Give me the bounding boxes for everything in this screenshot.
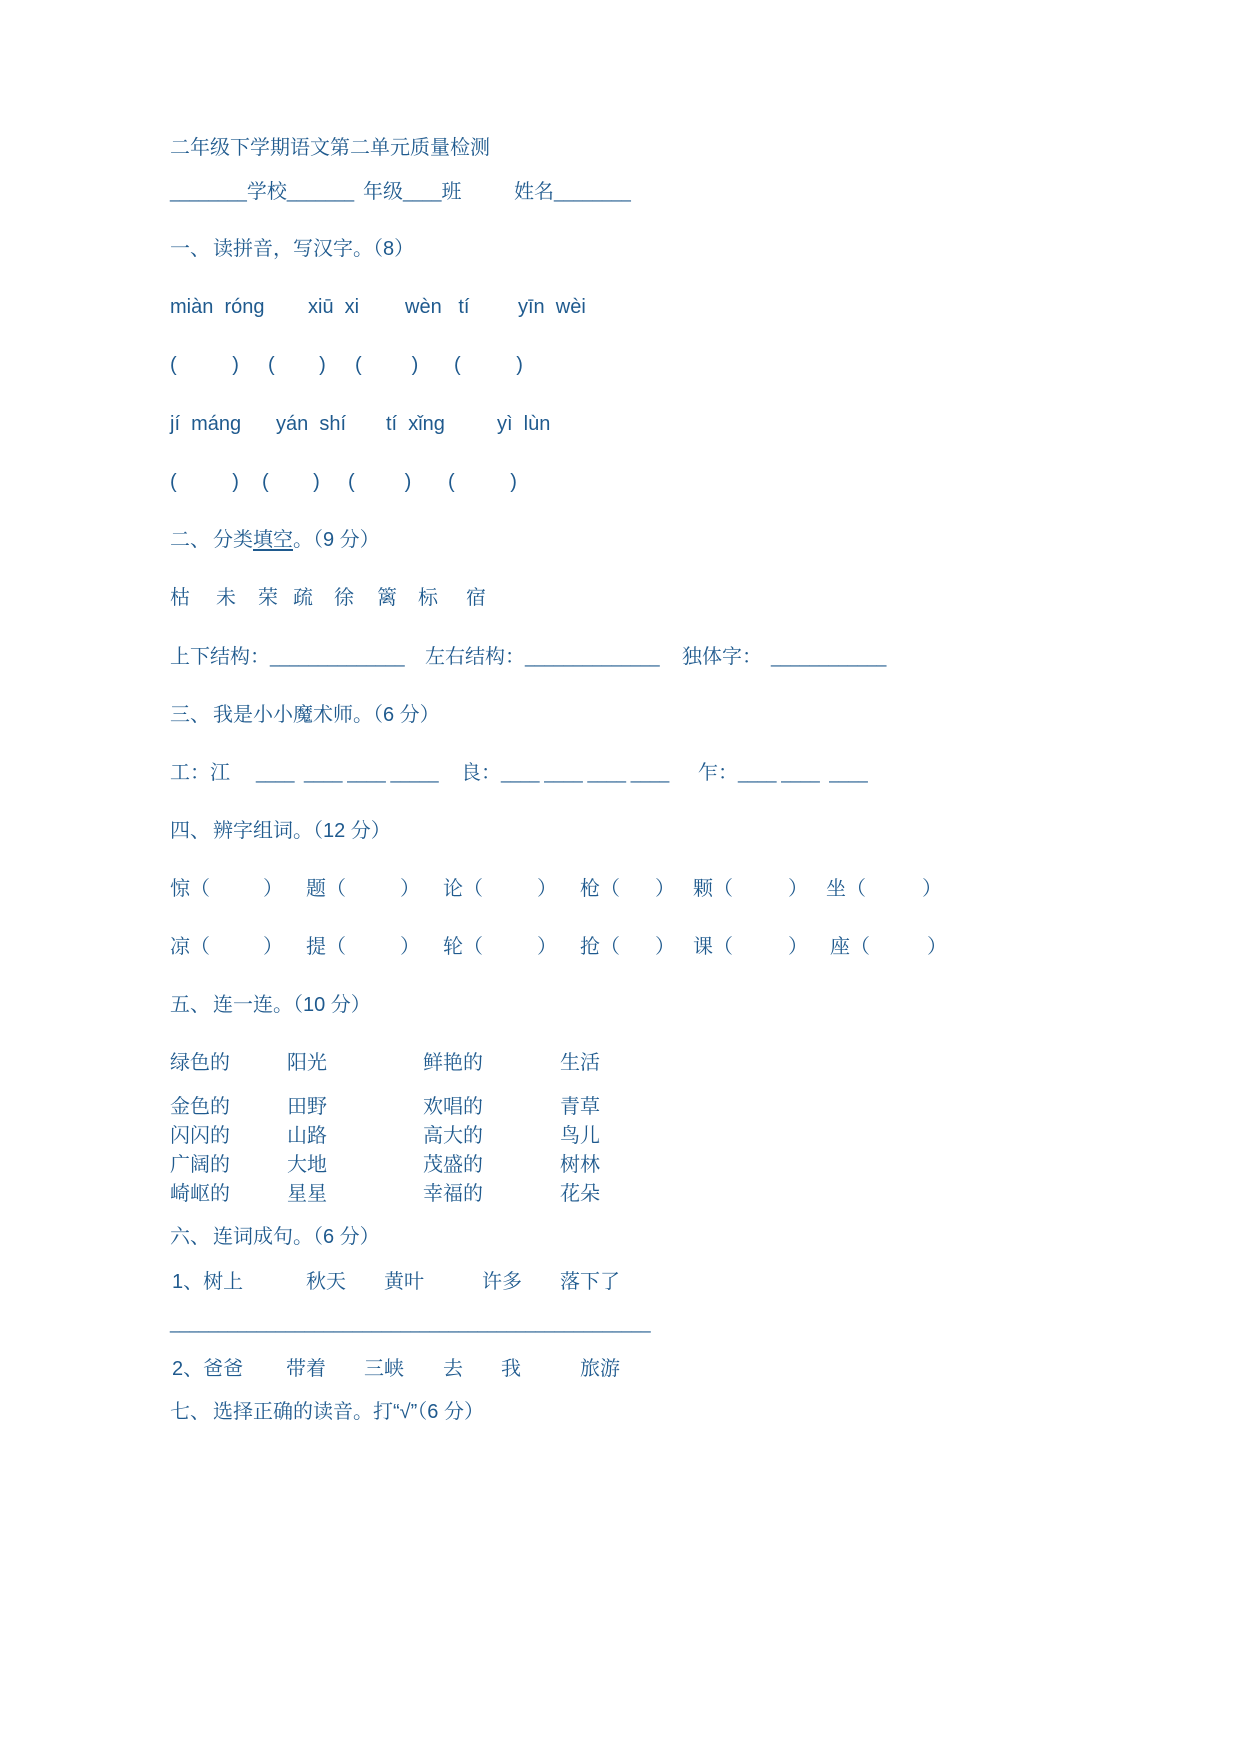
character-item: 宿 [466, 587, 486, 609]
section1-heading [0, 236, 1241, 262]
pinyin-item: xiū xi [308, 296, 360, 318]
structure-label: 左右结构： [425, 646, 525, 668]
grade-blank: _______ [286, 182, 355, 202]
matching-word: 金色的 [170, 1096, 230, 1118]
matching-word: 山路 [287, 1125, 327, 1147]
matching-word: 鲜艳的 [423, 1052, 483, 1074]
structure-fields [0, 644, 1241, 670]
structure-blank: ______________ [270, 647, 405, 667]
close-paren: ） [263, 936, 283, 958]
close-paren: ） [655, 878, 675, 900]
section4-title: 辨字组词。（12 分） [213, 820, 391, 842]
close-paren: ） [922, 878, 942, 900]
name-label: 姓名 [514, 181, 554, 203]
name-field [514, 179, 631, 205]
sentence-word: 三峡 [364, 1358, 404, 1380]
sentence-word: 1、树上 [172, 1271, 244, 1293]
magic-group [698, 760, 868, 786]
close-paren: ） [655, 936, 675, 958]
section4-heading [0, 818, 1241, 844]
sentence-answer-line: __________________________________________________ [170, 1313, 651, 1333]
section1-title: 读拼音，写汉字。（8） [213, 238, 415, 260]
magic-blanks: ____ ____ ____ _____ [256, 763, 439, 783]
section1-number: 一、 [170, 238, 210, 260]
grade-class-field [363, 179, 461, 205]
sentence-words-row [0, 1269, 1241, 1295]
structure-label: 独体字： [682, 646, 762, 668]
word-group-row [0, 934, 1241, 960]
matching-word: 树林 [560, 1154, 600, 1176]
magic-label: 工：江 [170, 762, 230, 784]
section2-title [213, 527, 380, 553]
sentence-word: 黄叶 [384, 1271, 424, 1293]
matching-row [0, 1152, 1241, 1178]
matching-word: 大地 [287, 1154, 327, 1176]
matching-word: 阳光 [287, 1052, 327, 1074]
matching-word: 花朵 [560, 1183, 600, 1205]
structure-field-left-right [425, 644, 660, 670]
answer-bracket: ( ) [348, 471, 412, 493]
close-paren: ） [263, 878, 283, 900]
sentence-word: 秋天 [306, 1271, 346, 1293]
word-group-char: 凉（ [170, 936, 210, 958]
character-list [0, 585, 1241, 611]
magic-blanks: ____ ____ ____ [738, 763, 868, 783]
sentence-word: 我 [501, 1358, 521, 1380]
pinyin-item: yì lùn [497, 413, 551, 435]
structure-field-top-bottom [170, 644, 405, 670]
character-item: 标 [418, 587, 438, 609]
matching-word: 崎岖的 [170, 1183, 230, 1205]
structure-blank: ____________ [771, 647, 887, 667]
character-item: 未 [216, 587, 236, 609]
character-item: 荣 [258, 587, 278, 609]
answer-bracket: ( ) [355, 354, 419, 376]
structure-blank: ______________ [525, 647, 660, 667]
matching-word: 欢唱的 [423, 1096, 483, 1118]
answer-bracket-row [0, 469, 1241, 495]
section5-heading [0, 992, 1241, 1018]
matching-word: 生活 [560, 1052, 600, 1074]
word-group-char: 坐（ [826, 878, 866, 900]
school-field [170, 179, 354, 205]
close-paren: ） [788, 936, 808, 958]
close-paren: ） [400, 936, 420, 958]
pinyin-item: yīn wèi [518, 296, 586, 318]
section2-heading [0, 527, 1241, 553]
pinyin-row [0, 294, 1241, 320]
section3-title: 我是小小魔术师。（6 分） [213, 704, 440, 726]
structure-field-single [682, 644, 886, 670]
sentence-word: 落下了 [560, 1271, 620, 1293]
word-group-char: 提（ [306, 936, 346, 958]
matching-word: 幸福的 [423, 1183, 483, 1205]
school-blank: ________ [170, 182, 247, 202]
character-item: 徐 [334, 587, 354, 609]
section7-number: 七、 [170, 1401, 210, 1423]
magic-label: 乍： [698, 762, 738, 784]
sentence-word: 带着 [286, 1358, 326, 1380]
section2-number: 二、 [170, 529, 210, 551]
section6-heading [0, 1224, 1241, 1250]
section6-number: 六、 [170, 1226, 210, 1248]
matching-word: 田野 [287, 1096, 327, 1118]
word-group-char: 颗（ [693, 878, 733, 900]
matching-word: 广阔的 [170, 1154, 230, 1176]
section5-number: 五、 [170, 994, 210, 1016]
word-group-char: 题（ [306, 878, 346, 900]
character-item: 篱 [377, 587, 397, 609]
word-group-char: 论（ [443, 878, 483, 900]
word-group-char: 轮（ [443, 936, 483, 958]
answer-bracket-row [0, 352, 1241, 378]
answer-bracket: ( ) [448, 471, 517, 493]
matching-word: 绿色的 [170, 1052, 230, 1074]
section3-heading [0, 702, 1241, 728]
matching-row [0, 1050, 1241, 1076]
matching-word: 闪闪的 [170, 1125, 230, 1147]
section4-number: 四、 [170, 820, 210, 842]
structure-label: 上下结构： [170, 646, 270, 668]
magic-group [461, 760, 669, 786]
pinyin-row [0, 411, 1241, 437]
word-group-char: 枪（ [580, 878, 620, 900]
close-paren: ） [537, 878, 557, 900]
character-item: 枯 [170, 587, 190, 609]
sentence-word: 旅游 [580, 1358, 620, 1380]
section6-title: 连词成句。（6 分） [213, 1226, 380, 1248]
matching-row [0, 1181, 1241, 1207]
class-blank: ____ [403, 182, 442, 202]
character-item: 疏 [293, 587, 313, 609]
section7-heading [0, 1399, 1241, 1425]
section3-number: 三、 [170, 704, 210, 726]
student-info-line [0, 179, 1241, 205]
matching-word: 星星 [287, 1183, 327, 1205]
answer-bracket: ( ) [268, 354, 326, 376]
grade-label: 年级 [363, 181, 403, 203]
pinyin-item: tí xǐng [386, 413, 445, 435]
pinyin-item: wèn tí [405, 296, 470, 318]
section2-title-pre: 分类 [213, 529, 253, 551]
magic-blanks: ____ ____ ____ ____ [501, 763, 670, 783]
section7-title: 选择正确的读音。打“√”（6 分） [213, 1401, 484, 1423]
word-group-char: 惊（ [170, 878, 210, 900]
section5-title: 连一连。（10 分） [213, 994, 371, 1016]
class-label: 班 [441, 181, 462, 203]
word-group-row [0, 876, 1241, 902]
pinyin-item: miàn róng [170, 296, 265, 318]
word-group-char: 座（ [830, 936, 870, 958]
worksheet-title: 二年级下学期语文第二单元质量检测 [170, 137, 490, 159]
matching-row [0, 1123, 1241, 1149]
magic-label: 良： [461, 762, 501, 784]
close-paren: ） [927, 936, 947, 958]
matching-word: 鸟儿 [560, 1125, 600, 1147]
word-group-char: 课（ [693, 936, 733, 958]
sentence-word: 许多 [482, 1271, 522, 1293]
pinyin-item: yán shí [276, 413, 347, 435]
sentence-words-row [0, 1356, 1241, 1382]
section2-title-underlined: 填空 [253, 529, 293, 551]
word-group-char: 抢（ [580, 936, 620, 958]
answer-bracket: ( ) [262, 471, 320, 493]
sentence-word: 去 [443, 1358, 463, 1380]
name-blank: ________ [554, 182, 631, 202]
close-paren: ） [788, 878, 808, 900]
answer-bracket: ( ) [454, 354, 523, 376]
magic-row [0, 760, 1241, 786]
school-label: 学校 [246, 181, 287, 203]
answer-bracket: ( ) [170, 354, 239, 376]
pinyin-item: jí máng [170, 413, 242, 435]
answer-bracket: ( ) [170, 471, 239, 493]
matching-word: 茂盛的 [423, 1154, 483, 1176]
matching-row [0, 1094, 1241, 1120]
matching-word: 青草 [560, 1096, 600, 1118]
section2-title-post: 。（9 分） [293, 529, 380, 551]
close-paren: ） [400, 878, 420, 900]
sentence-word: 2、爸爸 [172, 1358, 244, 1380]
close-paren: ） [537, 936, 557, 958]
matching-word: 高大的 [423, 1125, 483, 1147]
